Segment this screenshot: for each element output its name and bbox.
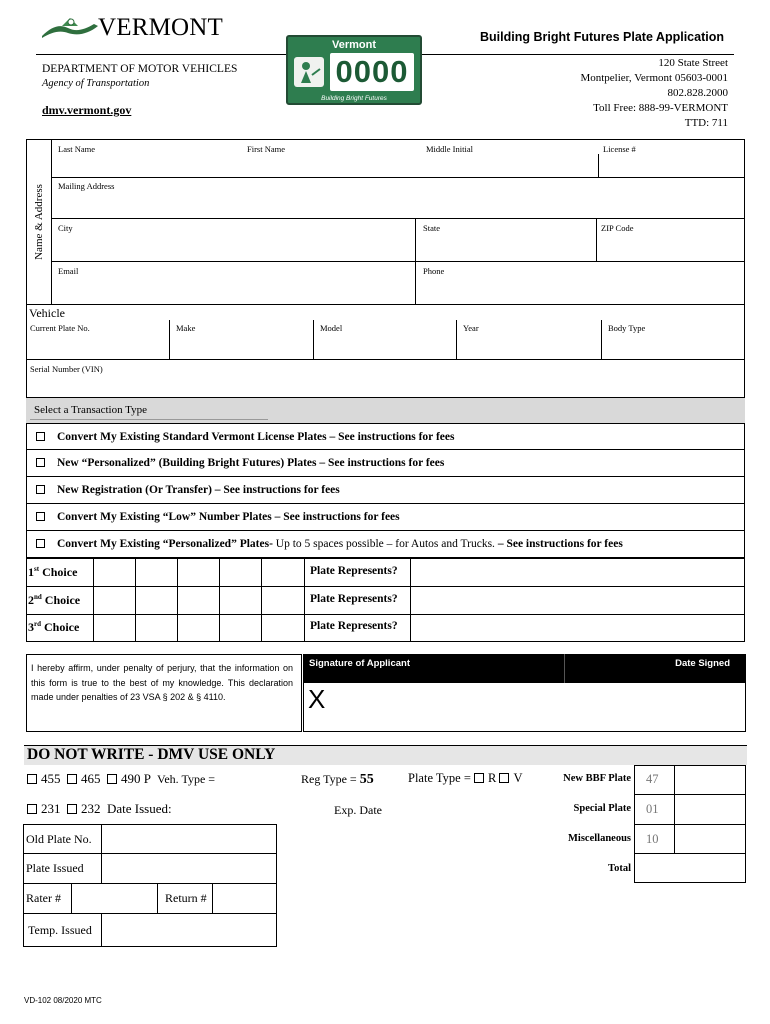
dmv-code-row — [27, 771, 215, 787]
plate-represents-label: Plate Represents? — [310, 565, 398, 577]
year-field[interactable] — [458, 334, 599, 357]
vin-label: Serial Number (VIN) — [30, 364, 103, 374]
checkbox[interactable] — [107, 774, 117, 784]
choice-label: 2nd Choice — [28, 593, 81, 607]
rater-label: Rater # — [26, 891, 61, 905]
transaction-option[interactable] — [26, 423, 745, 450]
plate-issued-field[interactable] — [103, 855, 275, 881]
checkbox[interactable] — [27, 774, 37, 784]
license-number-label: License # — [603, 144, 636, 154]
plate-choice-grid — [26, 558, 745, 642]
license-plate-image — [286, 35, 422, 105]
phone-field[interactable] — [417, 277, 744, 303]
body-type-field[interactable] — [603, 334, 744, 357]
checkbox[interactable] — [67, 804, 77, 814]
total-label: Total — [608, 863, 631, 874]
character-box[interactable] — [261, 558, 305, 587]
old-plate-field[interactable] — [103, 826, 275, 852]
transaction-option-label: Convert My Existing “Personalized” Plates- — [57, 538, 273, 550]
make-field[interactable] — [171, 334, 311, 357]
character-box[interactable] — [177, 614, 220, 642]
plate-caption: Building Bright Futures — [321, 95, 387, 102]
plate-type: Plate Type = R V — [408, 771, 523, 785]
plate-number: 0000 — [330, 53, 414, 91]
character-box[interactable] — [219, 558, 262, 587]
exp-date-label: Exp. Date — [334, 803, 382, 817]
address-line: 802.828.2000 — [667, 87, 728, 99]
character-box[interactable] — [219, 586, 262, 615]
reg-type-value: 55 — [359, 772, 374, 787]
checkbox[interactable] — [67, 774, 77, 784]
vin-field[interactable] — [28, 374, 744, 396]
phone-label: Phone — [423, 266, 445, 276]
character-box[interactable] — [135, 558, 178, 587]
transaction-option-fees: – See instructions for fees — [497, 538, 623, 550]
transaction-option[interactable] — [26, 504, 745, 531]
vermont-logo-mark — [40, 14, 102, 40]
signature-field[interactable] — [303, 683, 746, 732]
license-number-field[interactable] — [599, 154, 744, 176]
character-box[interactable] — [261, 614, 305, 642]
choice-label: 1st Choice — [28, 565, 78, 579]
transaction-option[interactable] — [26, 477, 745, 504]
new-bbf-plate-label: New BBF Plate — [563, 773, 631, 784]
total-field[interactable] — [634, 853, 746, 883]
reg-type-label: Reg Type = — [301, 772, 357, 786]
state-label: State — [423, 223, 440, 233]
signature-label: Signature of Applicant — [309, 658, 410, 669]
new-bbf-code: 47 — [646, 772, 659, 786]
dmv-address — [580, 56, 728, 131]
checkbox[interactable] — [474, 773, 484, 783]
middle-initial-label: Middle Initial — [426, 144, 473, 154]
email-field[interactable] — [56, 277, 414, 303]
choice-label: 3rd Choice — [28, 620, 80, 634]
checkbox[interactable] — [36, 432, 45, 441]
address-line: TTD: 711 — [684, 117, 728, 129]
agency-name: Agency of Transportation — [42, 78, 150, 89]
character-box[interactable] — [261, 586, 305, 615]
character-box[interactable] — [177, 586, 220, 615]
address-line: Toll Free: 888-99-VERMONT — [593, 102, 728, 114]
date-signed-label: Date Signed — [675, 658, 730, 669]
old-plate-label: Old Plate No. — [26, 832, 92, 846]
plate-represents-field[interactable] — [410, 558, 745, 587]
checkbox[interactable] — [27, 804, 37, 814]
form-id: VD-102 08/2020 MTC — [24, 996, 102, 1005]
transaction-option[interactable] — [26, 531, 745, 558]
checkbox[interactable] — [36, 539, 45, 548]
body-type-label: Body Type — [608, 323, 646, 333]
plate-type-label: Plate Type = — [408, 771, 471, 785]
application-title: Building Bright Futures Plate Application — [480, 30, 724, 44]
last-name-label: Last Name — [58, 144, 96, 154]
return-field[interactable] — [214, 885, 275, 911]
address-line: 120 State Street — [658, 57, 728, 69]
temp-issued-field[interactable] — [103, 915, 275, 945]
make-label: Make — [176, 323, 196, 333]
transaction-option-label: New Registration (Or Transfer) – See instructions for fees — [57, 484, 340, 496]
plate-represents-field[interactable] — [410, 586, 745, 615]
transaction-type-title: Select a Transaction Type — [34, 404, 147, 416]
plate-represents-field[interactable] — [410, 614, 745, 642]
return-label: Return # — [165, 891, 207, 905]
veh-type-label: Veh. Type = — [157, 772, 216, 786]
plate-child-graphic — [294, 57, 324, 87]
city-field[interactable] — [56, 233, 414, 260]
temp-issued-label: Temp. Issued — [28, 923, 92, 937]
special-code: 01 — [646, 802, 659, 816]
checkbox[interactable] — [36, 485, 45, 494]
code-231: 231 — [41, 801, 61, 816]
code-465: 465 — [81, 771, 101, 786]
zip-code-label: ZIP Code — [601, 223, 634, 233]
mailing-address-field[interactable] — [56, 192, 744, 217]
transaction-option-label: Convert My Existing Standard Vermont License Plates – See instructions for fees — [57, 431, 455, 443]
name-address-label: Name & Address — [33, 184, 45, 260]
character-box[interactable] — [219, 614, 262, 642]
year-label: Year — [463, 323, 479, 333]
checkbox[interactable] — [499, 773, 509, 783]
perjury-affirmation: I hereby affirm, under penalty of perjury, that the information on this form is true to the best of my knowledge. This declaration made under penalties of 23 VSA § 202 & § 4110. — [26, 654, 302, 732]
first-name-label: First Name — [247, 144, 286, 154]
vehicle-section-title: Vehicle — [29, 306, 65, 320]
email-label: Email — [58, 266, 79, 276]
plate-represents-label: Plate Represents? — [310, 593, 398, 605]
transaction-option-note: Up to 5 spaces possible – for Autos and Trucks. — [272, 538, 498, 550]
address-line: Montpelier, Vermont 05603-0001 — [580, 72, 728, 84]
transaction-option-label: Convert My Existing “Low” Number Plates – See instructions for fees — [57, 511, 400, 523]
signature-x-mark: X — [308, 684, 326, 714]
character-box[interactable] — [135, 614, 178, 642]
checkbox[interactable] — [36, 458, 45, 467]
website-link[interactable]: dmv.vermont.gov — [42, 103, 132, 117]
miscellaneous-label: Miscellaneous — [568, 833, 631, 844]
city-label: City — [58, 223, 73, 233]
checkbox[interactable] — [36, 512, 45, 521]
character-box[interactable] — [135, 586, 178, 615]
code-232: 232 — [81, 801, 101, 816]
plate-represents-label: Plate Represents? — [310, 620, 398, 632]
vermont-logo-text: VERMONT — [98, 14, 224, 41]
character-box[interactable] — [93, 614, 136, 642]
special-plate-label: Special Plate — [573, 803, 631, 814]
miscellaneous-code: 10 — [646, 832, 659, 846]
department-name: DEPARTMENT OF MOTOR VEHICLES — [42, 63, 238, 75]
zip-code-field[interactable] — [597, 233, 744, 260]
plate-issued-label: Plate Issued — [26, 861, 84, 875]
rater-field[interactable] — [73, 885, 155, 911]
date-issued-label: Date Issued: — [107, 801, 172, 816]
model-field[interactable] — [315, 334, 454, 357]
current-plate-field[interactable] — [28, 334, 167, 357]
dmv-code-row-2 — [27, 801, 172, 817]
current-plate-label: Current Plate No. — [30, 323, 90, 333]
mailing-address-label: Mailing Address — [58, 181, 115, 191]
reg-type — [301, 772, 374, 788]
character-box[interactable] — [93, 586, 136, 615]
character-box[interactable] — [177, 558, 220, 587]
name-field[interactable] — [56, 154, 596, 176]
code-455: 455 — [41, 771, 61, 786]
code-490p: 490 P — [121, 771, 151, 786]
state-field[interactable] — [417, 233, 595, 260]
transaction-option-label: New “Personalized” (Building Bright Futures) Plates – See instructions for fees — [57, 457, 445, 469]
plate-state: Vermont — [331, 38, 376, 51]
character-box[interactable] — [93, 558, 136, 587]
model-label: Model — [320, 323, 343, 333]
dmv-use-title: DO NOT WRITE - DMV USE ONLY — [27, 746, 276, 763]
transaction-option[interactable] — [26, 450, 745, 477]
